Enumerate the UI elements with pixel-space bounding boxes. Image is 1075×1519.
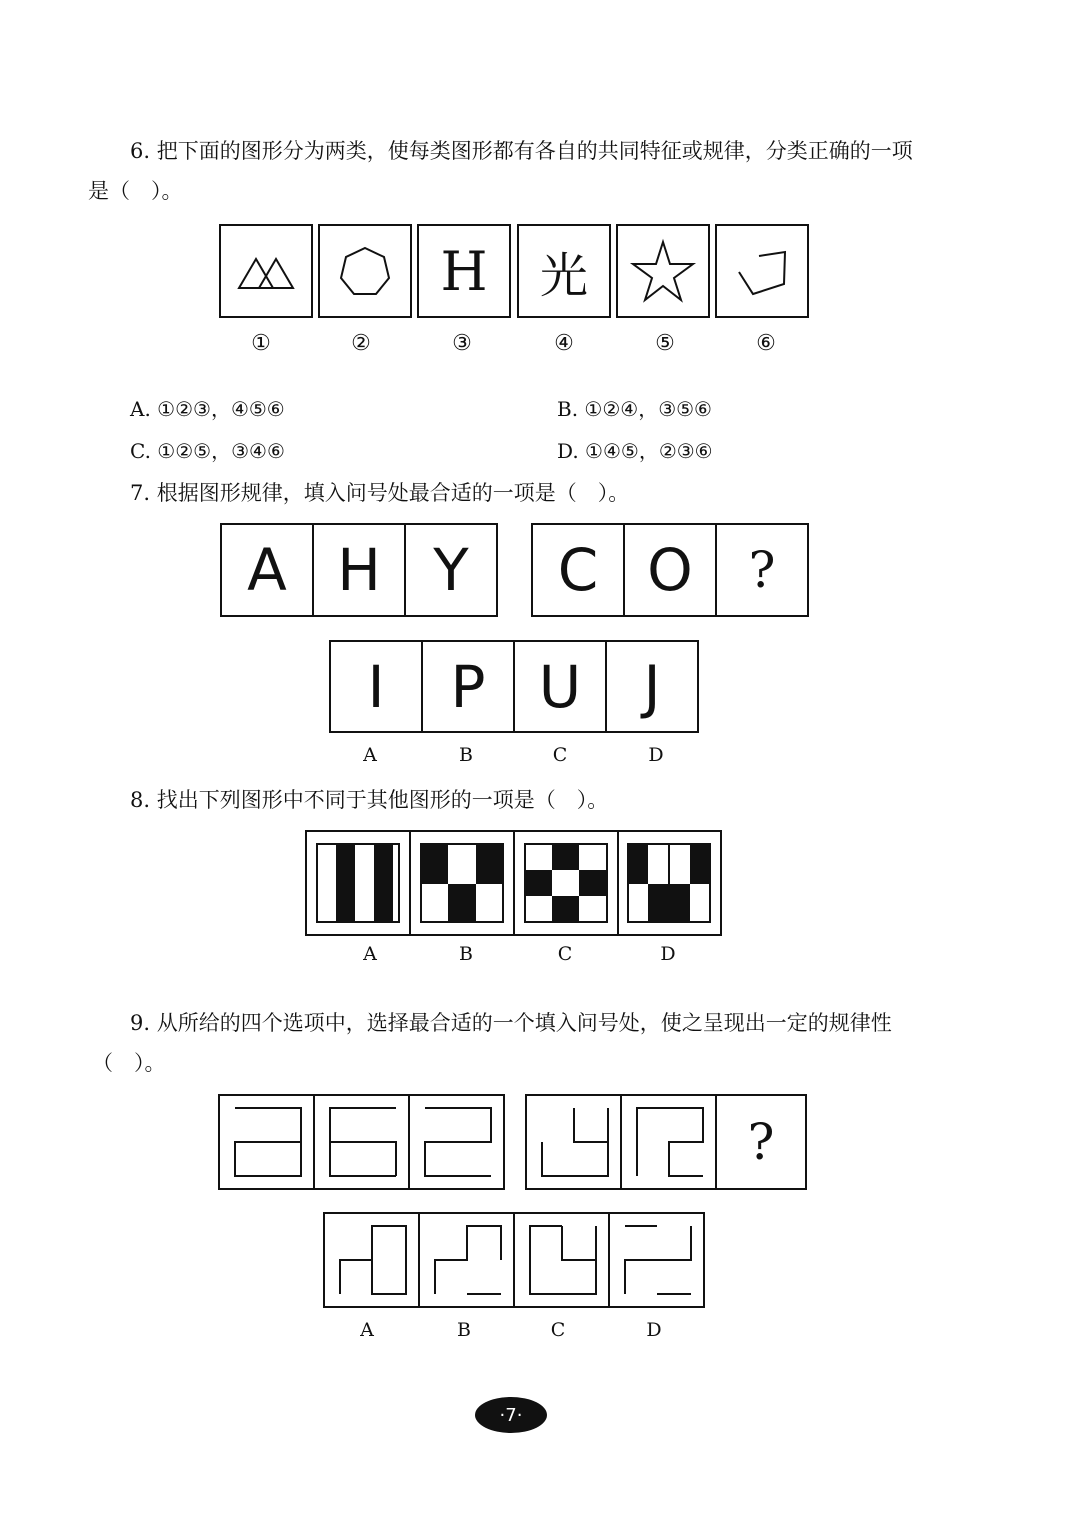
q9-choice-a[interactable] [325, 1214, 420, 1306]
q9-text-line1: 9. 从所给的四个选项中，选择最合适的一个填入问号处，使之呈现出一定的规律性 [130, 1011, 892, 1035]
q6-figure-5 [616, 224, 710, 318]
q8-label-d: D [660, 943, 676, 965]
q6-figure-4: 光 [517, 224, 611, 318]
q8-figure-row [305, 830, 722, 936]
q7-choice-c[interactable]: U [515, 642, 607, 731]
q9-figure-4 [527, 1096, 622, 1188]
line-figure-5 [623, 1096, 715, 1188]
q9-group-2 [525, 1094, 807, 1190]
q6-figure-1 [219, 224, 313, 318]
line-figure-3 [411, 1096, 503, 1188]
q6-figure-6 [715, 224, 809, 318]
block-pattern-d [627, 843, 711, 923]
vertical-stripes-pattern [316, 843, 400, 923]
q6-figure-2 [318, 224, 412, 318]
q9-question-mark: ? [747, 1113, 775, 1171]
q8-label-c: C [557, 943, 573, 965]
line-choice-b [421, 1214, 513, 1306]
q8-figure-b[interactable] [411, 832, 515, 934]
q6-option-d[interactable]: D. ①④⑤，②③⑥ [557, 439, 713, 463]
q7-cell-question: ? [748, 541, 776, 599]
q9-label-c: C [550, 1319, 566, 1341]
q7-group-2 [531, 523, 809, 617]
q7-label-b: B [459, 744, 473, 766]
checker-pattern [524, 843, 608, 923]
q7-choice-a[interactable]: I [331, 642, 423, 731]
q6-text-line1: 6. 把下面的图形分为两类，使每类图形都有各自的共同特征或规律，分类正确的一项 [130, 139, 913, 163]
line-figure-2 [316, 1096, 408, 1188]
q9-figure-2 [315, 1096, 410, 1188]
line-choice-d [611, 1214, 703, 1306]
q9-text-line2: （ ）。 [92, 1051, 166, 1075]
q7-group-1 [220, 523, 498, 617]
page-number-badge: ·7· [475, 1397, 547, 1433]
q8-figure-d[interactable] [619, 832, 720, 934]
q7-choice-d[interactable]: J [643, 652, 661, 721]
block-pattern-b [420, 843, 504, 923]
q8-text: 8. 找出下列图形中不同于其他图形的一项是（ ）。 [130, 788, 609, 812]
q6-label-5: ⑤ [655, 331, 675, 356]
q9-choices [323, 1212, 705, 1308]
q6-option-a[interactable]: A. ①②③，④⑤⑥ [130, 397, 285, 421]
q9-choice-b[interactable] [420, 1214, 515, 1306]
q9-label-d: D [646, 1319, 662, 1341]
q7-label-d: D [648, 744, 664, 766]
q6-label-2: ② [351, 331, 371, 356]
star-icon [618, 226, 708, 316]
heptagon-icon [320, 226, 410, 316]
q9-choice-c[interactable] [515, 1214, 610, 1306]
q6-label-6: ⑥ [756, 331, 776, 356]
q9-choice-d[interactable] [610, 1214, 703, 1306]
q7-cell-h: H [314, 525, 406, 615]
q7-text: 7. 根据图形规律，填入问号处最合适的一项是（ ）。 [130, 481, 630, 505]
line-choice-a [326, 1214, 418, 1306]
q7-cell-o: O [625, 525, 717, 615]
q7-choice-b[interactable]: P [423, 642, 515, 731]
q7-cell-a: A [222, 525, 314, 615]
q8-figure-c[interactable] [515, 832, 619, 934]
q9-figure-1 [220, 1096, 315, 1188]
q7-choices [329, 640, 699, 733]
q7-cell-y: Y [433, 536, 469, 604]
q8-label-b: B [459, 943, 473, 965]
q6-label-3: ③ [452, 331, 472, 356]
q6-label-1: ① [251, 331, 271, 356]
q7-label-c: C [552, 744, 568, 766]
q6-text-line2: 是（ ）。 [88, 179, 183, 203]
q9-label-b: B [457, 1319, 471, 1341]
q9-label-a: A [360, 1319, 374, 1341]
q7-label-a: A [363, 744, 377, 766]
line-choice-c [516, 1214, 608, 1306]
open-quadrilateral-icon [717, 226, 807, 316]
q6-option-c[interactable]: C. ①②⑤，③④⑥ [130, 439, 285, 463]
q9-group-1 [218, 1094, 505, 1190]
q8-figure-a[interactable] [307, 832, 411, 934]
q6-label-4: ④ [554, 331, 574, 356]
q8-label-a: A [363, 943, 377, 965]
q6-option-b[interactable]: B. ①②④，③⑤⑥ [557, 397, 712, 421]
line-figure-1 [221, 1096, 313, 1188]
q6-figure-3: H [417, 224, 511, 318]
two-triangles-icon [221, 226, 311, 316]
q9-figure-5 [622, 1096, 717, 1188]
line-figure-4 [528, 1096, 620, 1188]
q7-cell-c: C [533, 525, 625, 615]
q9-figure-3 [410, 1096, 503, 1188]
